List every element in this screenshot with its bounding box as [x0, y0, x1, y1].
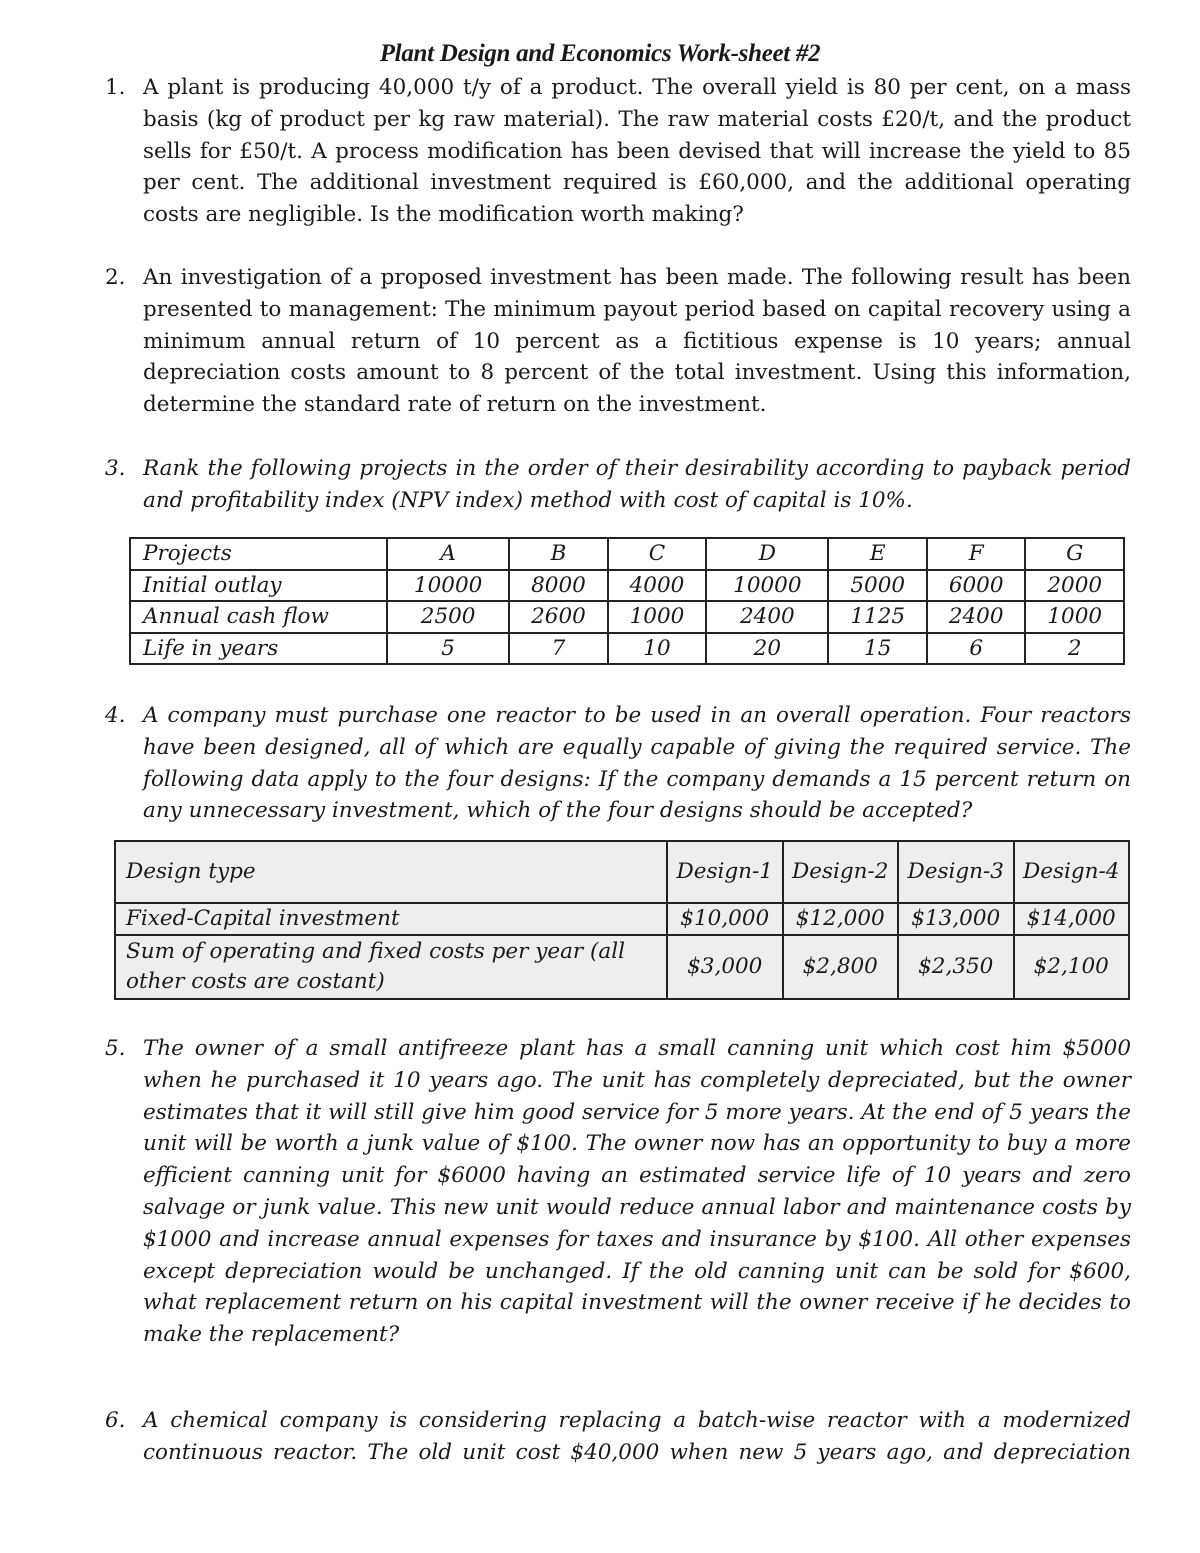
table-cell: C	[608, 538, 706, 570]
table-cell: 2	[1025, 633, 1124, 665]
question-text: The owner of a small antifreeze plant has a small canning unit which cost him $5000 when he purchased it 10 years ago. The unit has completely depreciated, but the owner estimates that it will still give him good service for 5 more years. At the end of 5 years the unit will be worth a junk value of $100. The owner now has an opportunity to buy a more efficient canning unit for $6000 having an estimated service life of 10 years and zero salvage or junk value. This new unit would reduce annual labor and maintenance costs by $1000 and increase annual expenses for taxes and insurance by $100. All other expenses except depreciation would be unchanged. If the old canning unit can be sold for $600, what replacement return on his capital investment will the owner receive if he decides to make the replacement?	[143, 1036, 1131, 1348]
table-cell: $10,000	[667, 903, 783, 935]
table-cell: 6	[927, 633, 1025, 665]
table-cell: B	[509, 538, 607, 570]
question-number: 1.	[105, 75, 126, 100]
question-6	[105, 1405, 1131, 1469]
question-text: Rank the following projects in the order of their desirability according to payback period and profitability index (NPV index) method with cost of capital is 10%.	[143, 456, 1131, 513]
table-cell: 10000	[387, 570, 509, 602]
table-cell: Projects	[130, 538, 387, 570]
table-cell: 1000	[608, 601, 706, 633]
table-row	[130, 570, 1124, 602]
table-row	[115, 903, 1129, 935]
table-cell: 10	[608, 633, 706, 665]
question-3	[105, 453, 1131, 517]
table-row	[115, 935, 1129, 999]
table-cell: 2000	[1025, 570, 1124, 602]
table-cell: $2,800	[783, 935, 899, 999]
table-row	[130, 601, 1124, 633]
table-cell: Design-2	[783, 841, 899, 903]
table-cell: $12,000	[783, 903, 899, 935]
table-cell: 1125	[828, 601, 926, 633]
table-cell: 6000	[927, 570, 1025, 602]
table-cell: 20	[706, 633, 828, 665]
page-title: Plant Design and Economics Work-sheet #2	[379, 40, 821, 67]
table-cell: Life in years	[130, 633, 387, 665]
table-cell: Fixed-Capital investment	[115, 903, 667, 935]
table-row	[115, 841, 1129, 903]
table-cell: Design type	[115, 841, 667, 903]
table-cell: 15	[828, 633, 926, 665]
table-cell: G	[1025, 538, 1124, 570]
question-text: An investigation of a proposed investment has been made. The following result has been presented to management: The minimum payout period based on capital recovery using a minimum annual return of 10 percent as a fictitious expense is 10 years; annual depreciation costs amount to 8 percent of the total investment. Using this information, determine the standard rate of return on the investment.	[143, 265, 1131, 418]
question-text: A company must purchase one reactor to be used in an overall operation. Four reactors have been designed, all of which are equally capable of giving the required service. The following data apply to the four designs: If the company demands a 15 percent return on any unnecessary investment, which of the four designs should be accepted?	[143, 703, 1131, 824]
table-cell: 2400	[706, 601, 828, 633]
table-cell: 10000	[706, 570, 828, 602]
table-cell: 4000	[608, 570, 706, 602]
question-number: 4.	[105, 703, 126, 728]
table-row	[130, 538, 1124, 570]
table-cell: $3,000	[667, 935, 783, 999]
table-cell: 5000	[828, 570, 926, 602]
table-cell: $14,000	[1014, 903, 1130, 935]
table-cell: 8000	[509, 570, 607, 602]
table-cell: Design-1	[667, 841, 783, 903]
question-4	[105, 700, 1131, 827]
question-number: 3.	[105, 456, 126, 481]
question-number: 2.	[105, 265, 126, 290]
table-cell: $2,100	[1014, 935, 1130, 999]
table-row	[130, 633, 1124, 665]
table-cell: Sum of operating and fixed costs per year (all other costs are costant)	[115, 935, 667, 999]
table-cell: Initial outlay	[130, 570, 387, 602]
question-number: 5.	[105, 1036, 126, 1061]
table-cell: Design-3	[898, 841, 1014, 903]
table-cell: Design-4	[1014, 841, 1130, 903]
table-cell: Annual cash flow	[130, 601, 387, 633]
table-cell: 2400	[927, 601, 1025, 633]
reactor-designs-table	[114, 840, 1130, 1000]
table-cell: 2500	[387, 601, 509, 633]
table-cell: 2600	[509, 601, 607, 633]
question-5	[105, 1033, 1131, 1351]
table-cell: $2,350	[898, 935, 1014, 999]
question-1	[105, 72, 1131, 231]
table-cell: $13,000	[898, 903, 1014, 935]
table-cell: 5	[387, 633, 509, 665]
question-text: A chemical company is considering replacing a batch-wise reactor with a modernized continuous reactor. The old unit cost $40,000 when new 5 years ago, and depreciation	[143, 1408, 1131, 1465]
question-number: 6.	[105, 1408, 126, 1433]
table-cell: 7	[509, 633, 607, 665]
projects-table	[129, 537, 1125, 665]
question-2	[105, 262, 1131, 421]
table-cell: 1000	[1025, 601, 1124, 633]
table-cell: E	[828, 538, 926, 570]
table-cell: F	[927, 538, 1025, 570]
question-text: A plant is producing 40,000 t/y of a product. The overall yield is 80 per cent, on a mass basis (kg of product per kg raw material). The raw material costs £20/t, and the product sells for £50/t. A process modification has been devised that will increase the yield to 85 per cent. The additional investment required is £60,000, and the additional operating costs are negligible. Is the modification worth making?	[143, 75, 1131, 228]
table-cell: A	[387, 538, 509, 570]
table-cell: D	[706, 538, 828, 570]
